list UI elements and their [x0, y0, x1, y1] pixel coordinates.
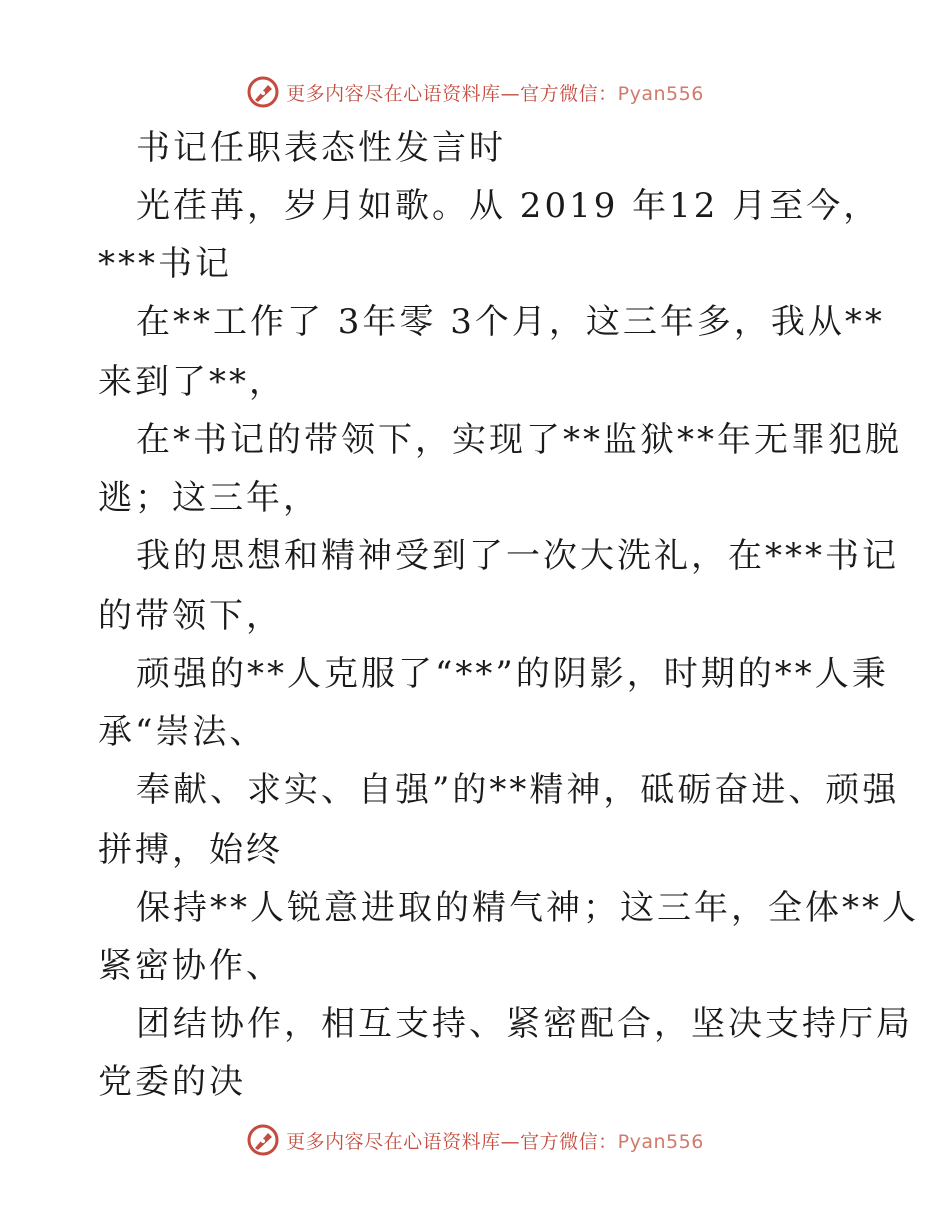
text-line: 来到了**， [98, 362, 286, 402]
footer-banner [0, 1120, 950, 1160]
text-line: 顽强的**人克服了“**”的阴影，时期的**人秉 [136, 654, 889, 694]
text-line: 紧密协作、 [98, 946, 283, 986]
document-title: 书记任职表态性发言时 [136, 128, 506, 168]
text-line: 保持**人锐意进取的精气神；这三年，全体**人 [136, 888, 919, 928]
text-line: 拼搏，始终 [98, 830, 283, 870]
pen-nib-logo-icon [246, 1123, 280, 1157]
text-line: 逃；这三年， [98, 478, 320, 518]
banner-text: 更多内容尽在心语资料库—官方微信：Pyan556 [286, 82, 704, 105]
text-line: 在*书记的带领下，实现了**监狱**年无罪犯脱 [136, 420, 902, 460]
text-line: 党委的决 [98, 1062, 246, 1102]
text-line: 承“崇法、 [98, 712, 267, 752]
wechat-id: Pyan556 [617, 1130, 704, 1153]
text-line: 奉献、求实、自强”的**精神，砥砺奋进、顽强 [136, 770, 900, 810]
text-line: 的带领下， [98, 596, 283, 636]
pen-nib-logo-icon [246, 75, 280, 109]
header-banner [0, 72, 950, 112]
text-line: 团结协作，相互支持、紧密配合，坚决支持厅局 [136, 1004, 913, 1044]
text-line: 在**工作了 3年零 3个月，这三年多，我从** [136, 302, 885, 342]
text-line: ***书记 [98, 244, 232, 284]
text-line: 光荏苒，岁月如歌。从 2019 年12 月至今， [136, 186, 881, 226]
text-line: 我的思想和精神受到了一次大洗礼，在***书记 [136, 536, 899, 576]
wechat-id: Pyan556 [617, 82, 704, 105]
banner-text: 更多内容尽在心语资料库—官方微信：Pyan556 [286, 1130, 704, 1153]
